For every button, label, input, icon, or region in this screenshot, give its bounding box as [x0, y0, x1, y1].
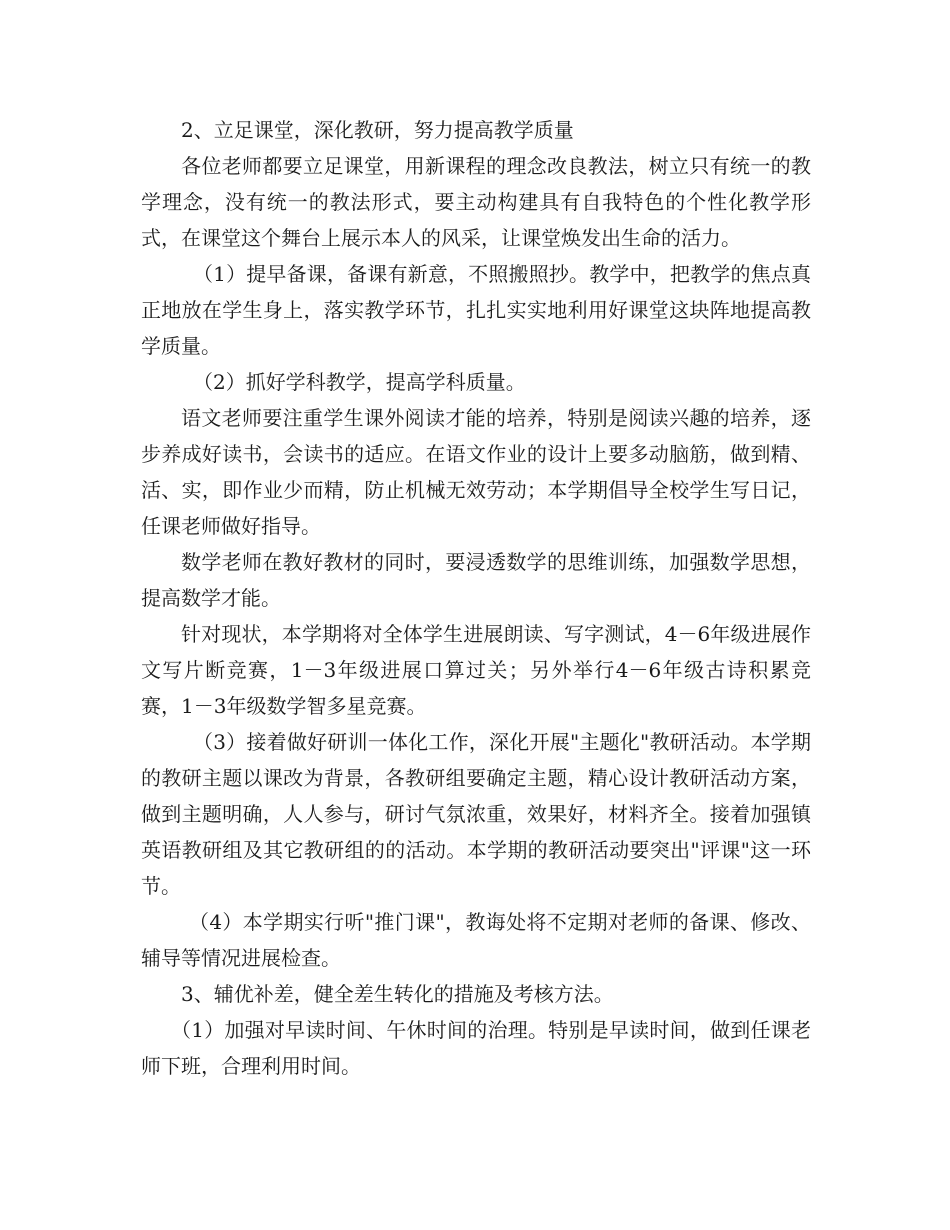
item-1-lesson-prep: （1）提早备课，备课有新意，不照搬照抄。教学中，把教学的焦点真正地放在学生身上，落实教学环节，扎扎实实地利用好课堂这块阵地提高教学质量。 — [141, 262, 811, 358]
item-2-subject-teaching: （2）抓好学科教学，提高学科质量。 — [193, 370, 526, 394]
item-1-morning-reading: （1）加强对早读时间、午休时间的治理。特别是早读时间，做到任课老师下班，合理利用时间。 — [141, 1018, 811, 1078]
paragraph-competitions: 针对现状，本学期将对全体学生进展朗读、写字测试，4－6年级进展作文写片断竞赛，1－3年级进展口算过关；另外举行4－6年级古诗积累竞赛，1－3年级数学智多星竞赛。 — [141, 622, 811, 718]
section-heading-2: 2、立足课堂，深化教研，努力提高教学质量 — [181, 118, 574, 142]
paragraph-math-teachers: 数学老师在教好教材的同时，要浸透数学的思维训练，加强数学思想，提高数学才能。 — [141, 550, 811, 610]
paragraph-classroom: 各位老师都要立足课堂，用新课程的理念改良教法，树立只有统一的教学理念，没有统一的教法形式，要主动构建具有自我特色的个性化教学形式，在课堂这个舞台上展示本人的风采，让课堂焕发出生命的活力。 — [141, 154, 811, 250]
item-4-open-classes: （4）本学期实行听"推门课"，教诲处将不定期对老师的备课、修改、辅导等情况进展检查。 — [141, 910, 811, 970]
paragraph-chinese-teachers: 语文老师要注重学生课外阅读才能的培养，特别是阅读兴趣的培养，逐步养成好读书，会读书的适应。在语文作业的设计上要多动脑筋，做到精、活、实，即作业少而精，防止机械无效劳动；本学期倡导全校学生写日记，任课老师做好指导。 — [141, 406, 811, 538]
document-body — [141, 112, 811, 1084]
section-heading-3: 3、辅优补差，健全差生转化的措施及考核方法。 — [181, 982, 614, 1006]
item-3-research-training: （3）接着做好研训一体化工作，深化开展"主题化"教研活动。本学期的教研主题以课改为背景，各教研组要确定主题，精心设计教研活动方案，做到主题明确，人人参与，研讨气氛浓重，效果好，材料齐全。接着加强镇英语教研组及其它教研组的的活动。本学期的教研活动要突出"评课"这一环节。 — [141, 730, 811, 898]
